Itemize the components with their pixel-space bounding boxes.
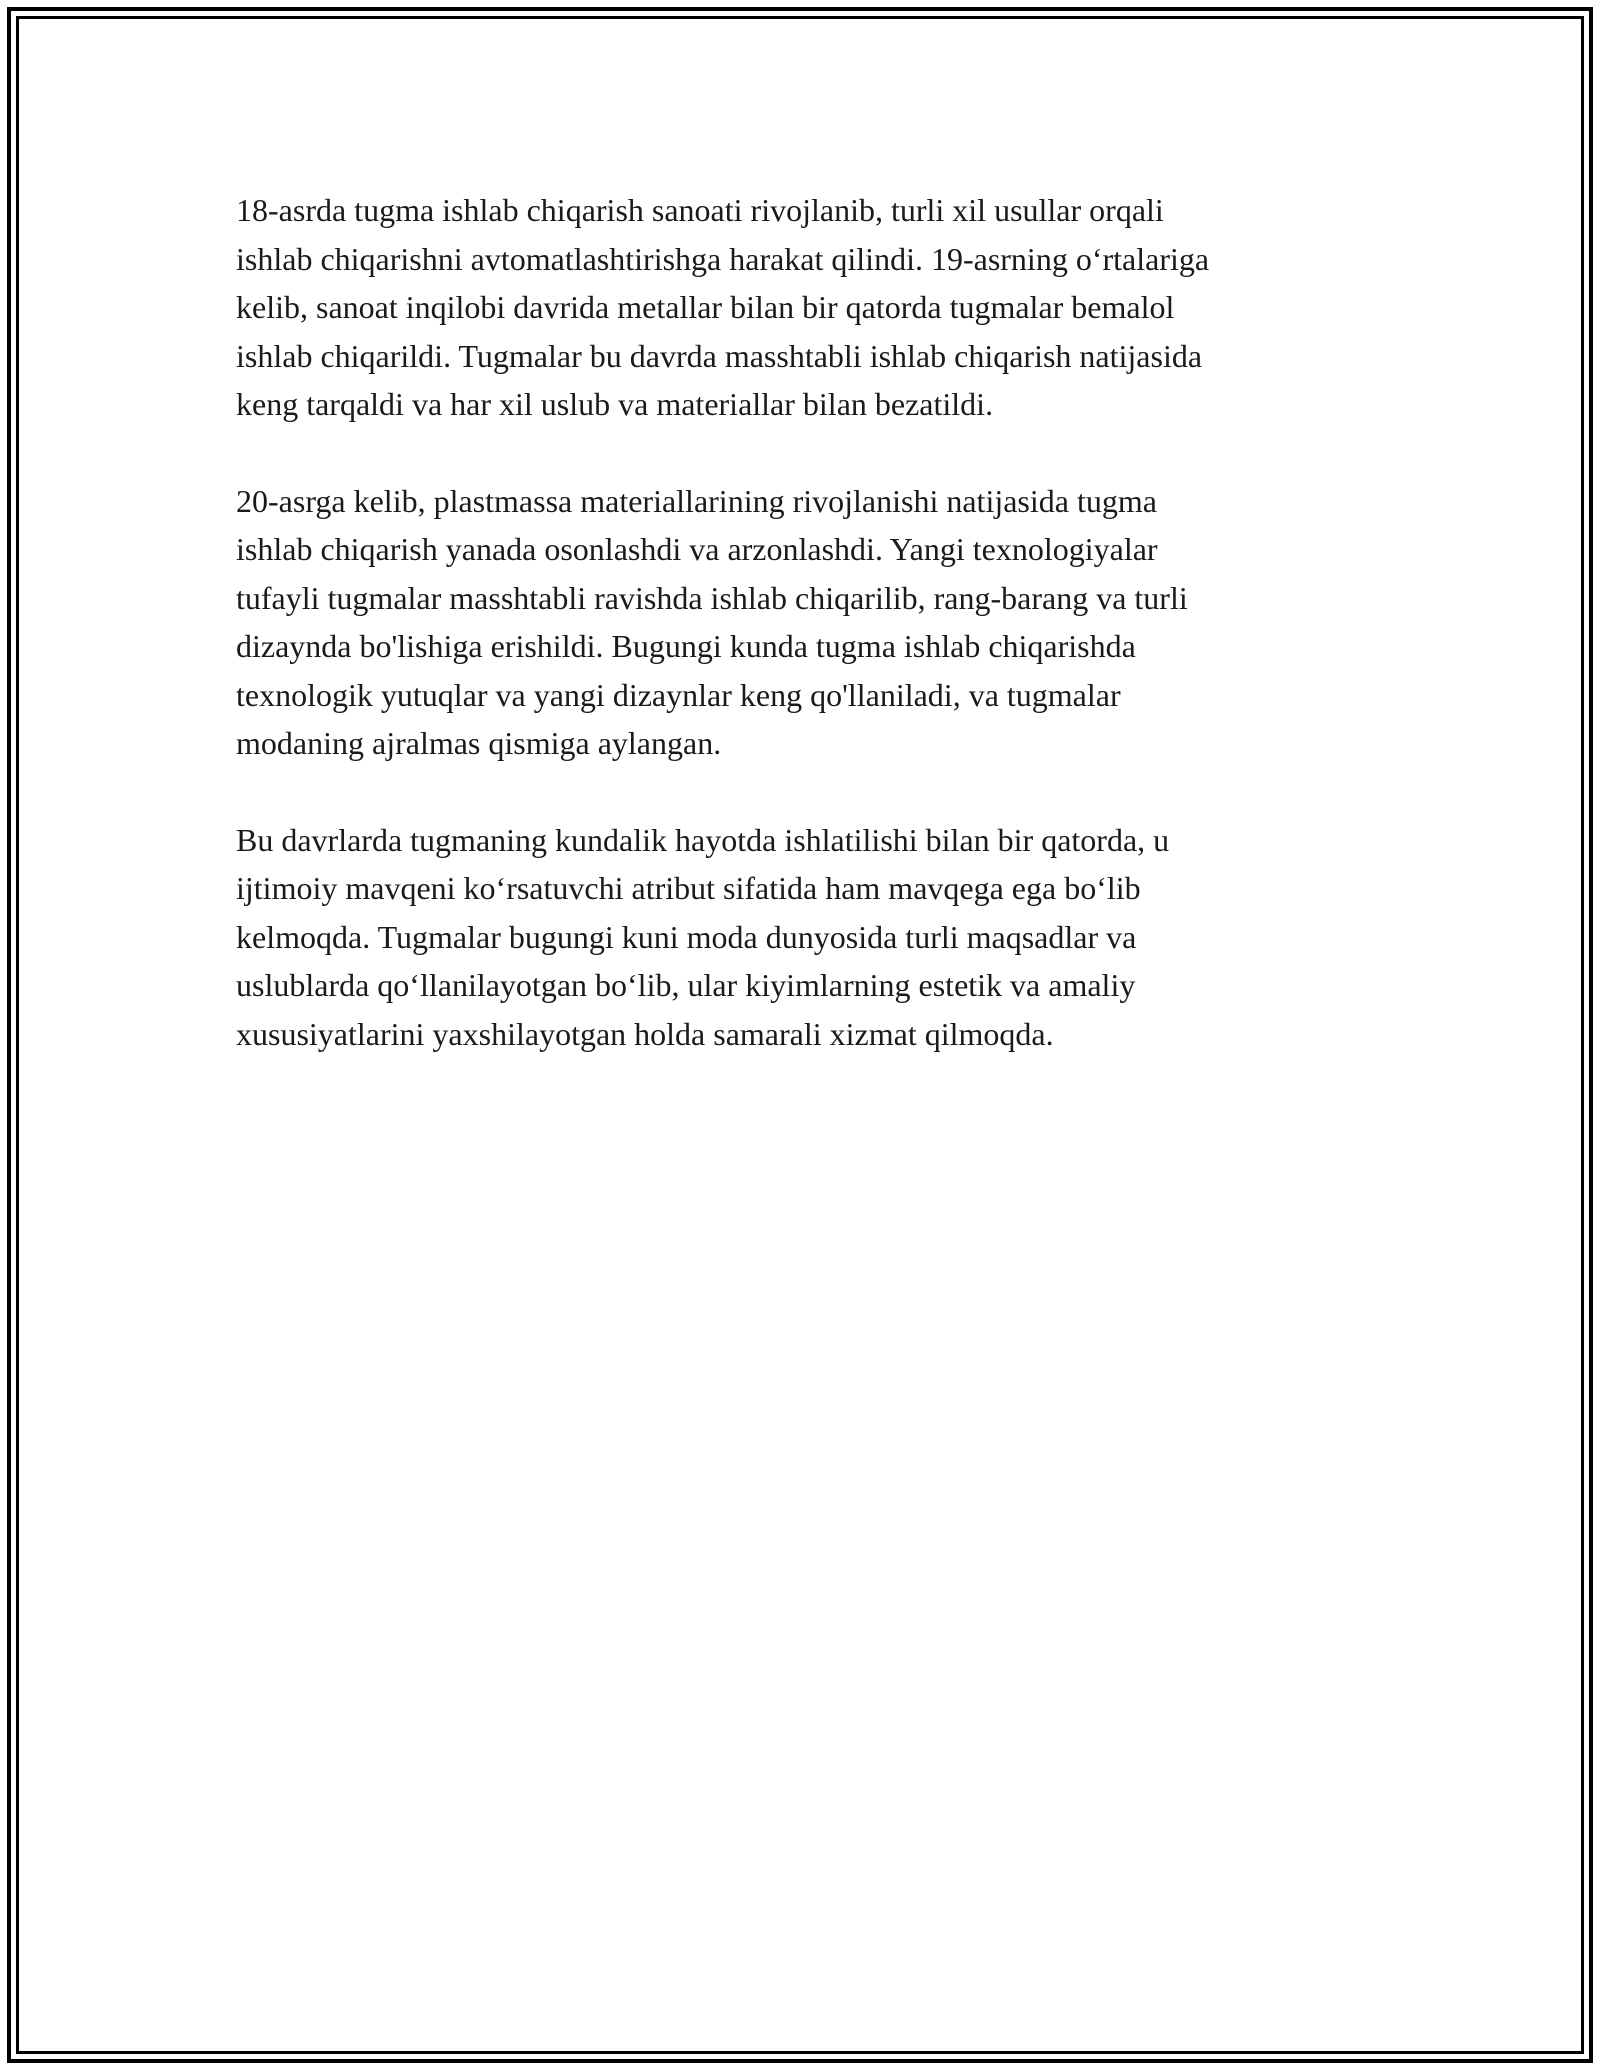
paragraph-1: 18-asrda tugma ishlab chiqarish sanoati rivojlanib, turli xil usullar orqali ishlab chiqarishni avtomatlashtirishga harakat qilindi. 19-asrning o‘rtalariga kelib, sanoat inqilobi davrida metallar bilan bir qatorda tugmalar bemalol ishlab chiqarildi. Tugmalar bu davrda masshtabli ishlab chiqarish natijasida keng tarqaldi va har xil uslub va materiallar bilan bezatildi. [236, 192, 1210, 422]
document-body [236, 186, 1366, 1106]
paragraph-2: 20-asrga kelib, plastmassa materiallarining rivojlanishi natijasida tugma ishlab chiqarish yanada osonlashdi va arzonlashdi. Yangi texnologiyalar tufayli tugmalar masshtabli ravishda ishlab chiqarilib, rang-barang va turli dizaynda bo'lishiga erishildi. Bugungi kunda tugma ishlab chiqarishda texnologik yutuqlar va yangi dizaynlar keng qo'llaniladi, va tugmalar modaning ajralmas qismiga aylangan. [236, 482, 1188, 761]
paragraph-3: Bu davrlarda tugmaning kundalik hayotda ishlatilishi bilan bir qatorda, u ijtimoiy mavqeni ko‘rsatuvchi atribut sifatida ham mavqega ega bo‘lib kelmoqda. Tugmalar bugungi kuni moda dunyosida turli maqsadlar va uslublarda qo‘llanilayotgan bo‘lib, ular kiyimlarning estetik va amaliy xususiyatlarini yaxshilayotgan holda samarali xizmat qilmoqda. [236, 821, 1170, 1052]
